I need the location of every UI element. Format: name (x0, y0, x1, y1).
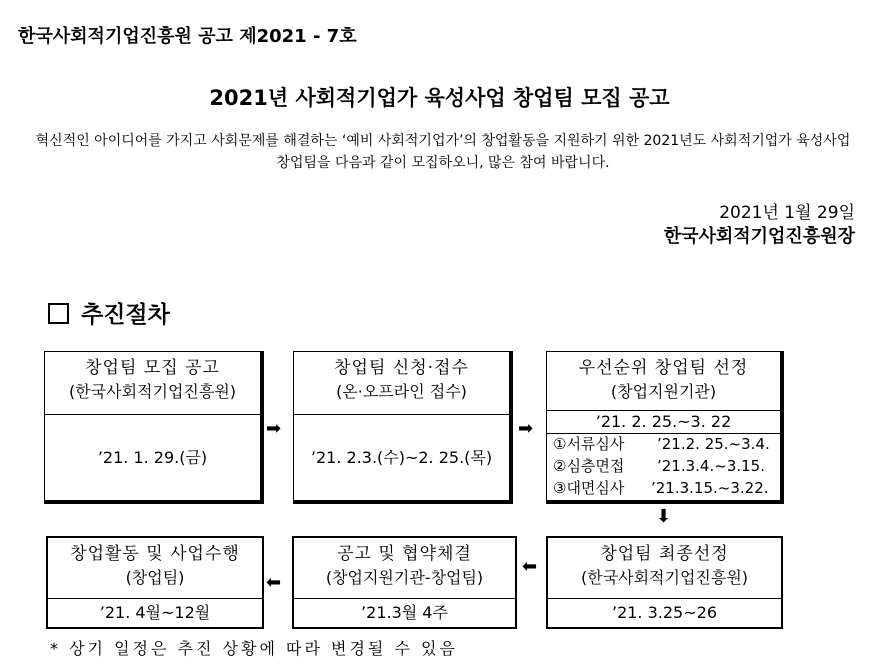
arrow-right-icon: ➡ (266, 418, 282, 439)
announcement-date: 2021년 1월 29일 (719, 203, 855, 223)
step-title: 창업팀 신청·접수 (334, 358, 469, 378)
step-box-priority-selection (546, 351, 784, 504)
arrow-left-icon: ⬅ (522, 556, 538, 577)
page-title: 2021년 사회적기업가 육성사업 창업팀 모집 공고 (209, 86, 670, 110)
substep-period: ’21.3.4.~3.15. (657, 457, 765, 475)
section-heading (48, 296, 170, 329)
step-period: ’21. 2.3.(수)~2. 25.(목) (310, 448, 493, 467)
substep-label: ①서류심사 (553, 435, 625, 453)
step-subtitle: (한국사회적기업진흥원) (580, 568, 749, 587)
step-body (547, 410, 780, 501)
step-box-final-selection (546, 536, 783, 629)
step-box-application (293, 351, 513, 504)
step-title: 창업활동 및 사업수행 (70, 544, 240, 564)
substep-label: ③대면심사 (553, 479, 625, 497)
step-subtitle: (창업지원기관-창업팀) (325, 568, 484, 587)
step-subtitle: (창업지원기관) (610, 382, 717, 401)
step-subtitle: (창업팀) (125, 568, 185, 587)
step-period: ’21. 1. 29.(금) (97, 448, 208, 467)
step-period: ’21. 4월~12월 (99, 603, 211, 622)
step-period: ’21. 3.25~26 (611, 603, 717, 622)
section-title: 추진절차 (81, 302, 170, 328)
step-title: 창업팀 모집 공고 (85, 358, 220, 378)
checkbox-square-icon (48, 303, 69, 324)
issuer-name: 한국사회적기업진흥원장 (663, 226, 855, 247)
substep-list (547, 434, 780, 502)
step-body (45, 414, 260, 501)
arrow-down-icon: ⬇ (656, 506, 672, 527)
notice-number: 한국사회적기업진흥원 공고 제2021 - 7호 (18, 26, 357, 47)
step-title: 창업팀 최종선정 (600, 544, 729, 564)
step-title: 공고 및 협약체결 (337, 544, 472, 564)
intro-paragraph: 혁신적인 아이디어를 가지고 사회문제를 해결하는 ‘예비 사회적기업가’의 창업활동을 지원하기 위한 2021년도 사회적기업가 육성사업 창업팀을 다음과 같이 모집하오니, 많은 참여 바랍니다. (35, 133, 851, 171)
step-body (294, 414, 509, 501)
step-box-recruit-notice (44, 351, 264, 504)
step-box-agreement (292, 536, 517, 629)
schedule-footnote: * 상기 일정은 추진 상황에 따라 변경될 수 있음 (50, 639, 458, 658)
step-body (548, 598, 781, 628)
step-box-startup-activity (46, 536, 264, 629)
substep-period: ’21.3.15.~3.22. (651, 479, 769, 497)
step-body (294, 598, 515, 628)
step-period: ’21. 2. 25.~3. 22 (547, 411, 780, 434)
step-subtitle: (온·오프라인 접수) (336, 382, 467, 401)
substep-label: ②심층면접 (553, 457, 625, 475)
step-title: 우선순위 창업팀 선정 (578, 358, 749, 378)
step-subtitle: (한국사회적기업진흥원) (68, 382, 237, 401)
substep-period: ’21.2. 25.~3.4. (657, 435, 770, 453)
step-body (48, 598, 262, 628)
arrow-right-icon: ➡ (518, 418, 534, 439)
step-period: ’21.3월 4주 (361, 603, 448, 622)
arrow-left-icon: ⬅ (266, 572, 282, 593)
